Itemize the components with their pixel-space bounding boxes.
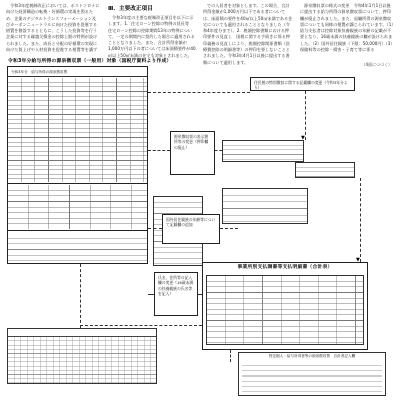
article-column-4 <box>300 3 394 63</box>
section-heading: Ⅲ．主要改正項目 <box>108 6 153 12</box>
column-text: 源泉徴収票の様式の変更 令和4年1月1日以後に提出する給与所得の源泉徴収票について、押印欄が廃止されました。また、退職所得の源泉徴収票についても同様の措置が講じられています。（1）給与支払者は控除対象扶養親族の年齢の記載が不要となり、16歳未満の扶養親族の欄が設けられました。（2）国外居住親族（下限：50,000円）（3）保険料等の控除・損害・子育て等に係る <box>300 3 394 53</box>
leader-line <box>148 150 170 151</box>
form-excerpt <box>222 188 308 224</box>
annotation-callout: 国外居住親族の年齢等について記載欄の追加 <box>162 214 220 244</box>
leader-line <box>360 178 361 262</box>
leader-line <box>305 91 306 140</box>
article-column-1 <box>6 3 100 53</box>
leader-line <box>80 325 202 326</box>
payment-statement-form <box>202 262 368 350</box>
figure-title: 令和3年分給与所得の源泉徴収票（一般用）対象（国税庁資料より作成） <box>8 59 172 64</box>
form-grid-middle <box>8 185 147 229</box>
continued-note: （4面につづく） <box>361 62 392 67</box>
form-divider <box>8 183 147 184</box>
leader-line <box>80 264 81 328</box>
form-excerpt <box>222 140 304 162</box>
leader-line <box>148 294 154 295</box>
form-grid <box>206 275 364 345</box>
form-title: 事業所別支払調書等支払明細書（合計表） <box>237 265 333 270</box>
form-grid <box>8 337 156 383</box>
form-header <box>8 329 156 337</box>
leader-line <box>220 228 238 229</box>
annotation-callout: 氏名、住所等の記入欄の変更（16歳未満の扶養親族の氏名等を記入） <box>154 272 198 316</box>
annotation-callout: 源泉徴収票の表示箇所等の変更（押印欄の廃止） <box>170 131 215 175</box>
leader-line <box>148 228 162 229</box>
form-grid-upper <box>8 78 147 182</box>
leader-line <box>198 294 202 295</box>
form-excerpt <box>295 162 355 178</box>
arrow-down-icon: ▼ <box>356 257 360 263</box>
leader-line <box>230 350 231 362</box>
leader-line <box>148 92 250 93</box>
column-text: 令和3年度の主要な税制改正項目を以下に示します。1．住宅ローン控除の特例の延長等 住宅ローン控除の控除期間13年の特例について、一定の期間内に契約した場合に適用されることとなりました。また、合計所得金額が1,000万円以下の者については床面積要件が40㎡以上50㎡未満の住宅も対象とされました。 <box>108 15 196 58</box>
summary-table-form <box>7 328 157 384</box>
self-entry-form <box>238 352 386 396</box>
form-header: 令和3年分 給与所得の源泉徴収票 <box>8 67 147 77</box>
form-grid <box>242 361 382 392</box>
form-title: 特定個人・給与所得者等の源泉徴収票 自計者記入欄 <box>268 354 356 358</box>
column-text: 令和3年度税制改正においては、ポストコロナに向けた経済構造の転換・好循環の実現を図るため、企業のデジタルトランスフォーメーション及びカーボンニュートラルに向けた投資を促進する措置を創設するとともに、こうした投資等を行う企業に対する繰越欠損金の控除上限の特例が設けられました。また、成長と分配の好循環の実現に向けた賃上げや人材投資を促進する措置等を講ず <box>6 3 100 53</box>
form-divider <box>8 230 147 231</box>
withholding-slip-form <box>7 66 148 264</box>
form-grid-lower <box>8 233 147 263</box>
column-text: での入居者を対象とします。この場合、合計所得金額が1,000万円以下である者については、床面積の要件を40㎡以上50㎡未満である住宅についても適用されることとなりました（令和4年度分まで）。2．税額控除書類における押印要件の見直し 国税に関する手続きに係る押印義務の見直しにより、税額控除関係書類（医療費控除の明細書等）の押印を要しないこととされました。令和3年4月1日以後に提出する書類について適用します。 <box>203 3 293 65</box>
leader-line <box>215 150 222 151</box>
arrow-down-icon: ▼ <box>301 135 305 141</box>
annotation-callout: 住民税の特別徴収に関する記載欄の変更（令和3年分より） <box>250 77 355 91</box>
